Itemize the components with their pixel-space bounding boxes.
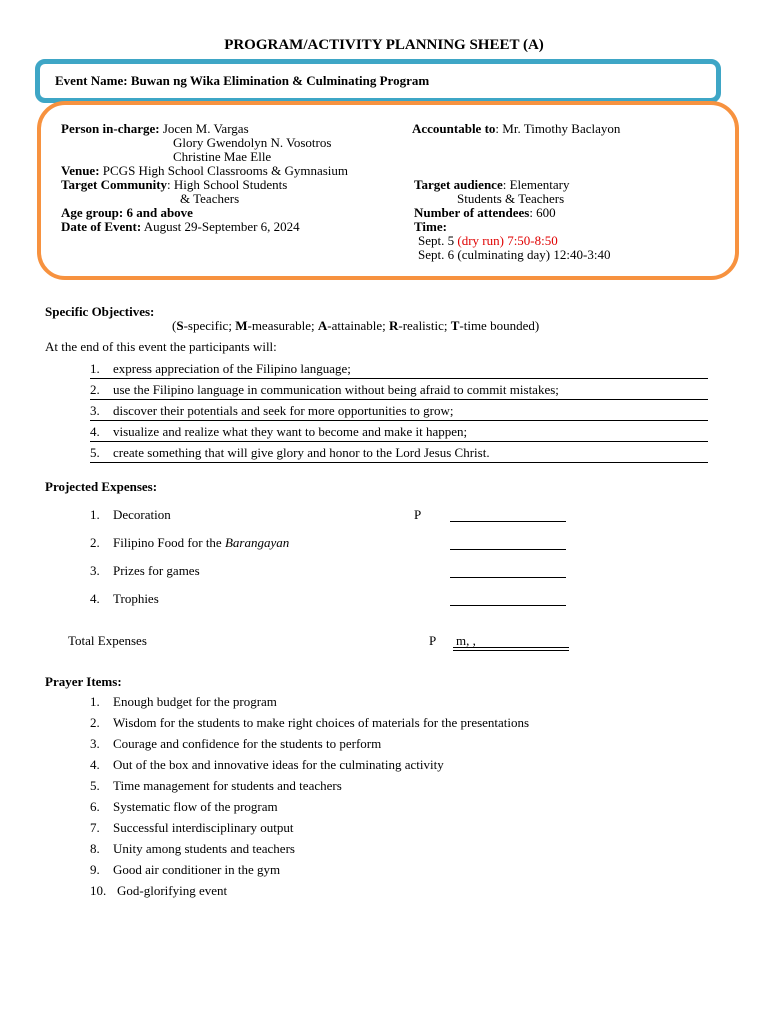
expense-amount-line bbox=[450, 605, 566, 606]
prayer-item: 1. Enough budget for the program bbox=[90, 694, 277, 709]
time-label: Time: bbox=[414, 219, 447, 234]
objectives-intro: At the end of this event the participants will: bbox=[45, 339, 277, 354]
person-1: Jocen M. Vargas bbox=[162, 121, 249, 136]
target-community bbox=[61, 178, 287, 192]
person-label: Person in-charge: bbox=[61, 121, 160, 136]
audience-label: Target audience bbox=[414, 177, 503, 192]
total-expenses-label: Total Expenses bbox=[68, 633, 147, 648]
time-dry-run: Sept. 5 (dry run) 7:50-8:50 bbox=[418, 233, 558, 248]
number-of-attendees bbox=[414, 206, 556, 220]
objective-item: 2. use the Filipino language in communication without being afraid to commit mistakes; bbox=[90, 382, 708, 400]
total-currency-symbol: P bbox=[429, 633, 437, 648]
objective-item: 1. express appreciation of the Filipino language; bbox=[90, 361, 708, 379]
total-expenses-value: m, , bbox=[456, 633, 476, 648]
venue-value: PCGS High School Classrooms & Gymnasium bbox=[102, 163, 348, 178]
objective-item: 5. create something that will give glory and honor to the Lord Jesus Christ. bbox=[90, 445, 708, 463]
event-name-label: Event Name bbox=[55, 73, 124, 88]
total-amount-double-line bbox=[453, 650, 569, 651]
prayer-item: 7. Successful interdisciplinary output bbox=[90, 820, 294, 835]
event-name-box bbox=[35, 59, 721, 103]
prayer-item: 10. God-glorifying event bbox=[90, 883, 228, 898]
person-2: Glory Gwendolyn N. Vosotros bbox=[173, 135, 332, 150]
expense-amount-line bbox=[450, 577, 566, 578]
person-in-charge bbox=[61, 122, 249, 136]
smart-legend: (S-specific; M-measurable; A-attainable; R-realistic; T-time bounded) bbox=[172, 318, 540, 333]
document-title: PROGRAM/ACTIVITY PLANNING SHEET (A) bbox=[224, 37, 544, 53]
dry-run-time: (dry run) 7:50-8:50 bbox=[457, 233, 558, 248]
person-3: Christine Mae Elle bbox=[173, 149, 272, 164]
expense-item: 1. Decoration bbox=[90, 507, 171, 522]
expense-item: 4. Trophies bbox=[90, 591, 159, 606]
expenses-heading: Projected Expenses: bbox=[45, 479, 158, 494]
accountable-to bbox=[412, 122, 620, 136]
time-culminating: Sept. 6 (culminating day) 12:40-3:40 bbox=[418, 247, 611, 262]
community-value: : High School Students bbox=[167, 177, 288, 192]
objective-item: 4. visualize and realize what they want to become and make it happen; bbox=[90, 424, 708, 442]
age-group: Age group: 6 and above bbox=[61, 205, 193, 220]
prayer-item: 9. Good air conditioner in the gym bbox=[90, 862, 281, 877]
prayer-item: 3. Courage and confidence for the students to perform bbox=[90, 736, 382, 751]
expense-item: 2. Filipino Food for the Barangayan bbox=[90, 535, 290, 550]
attendees-label: Number of attendees bbox=[414, 205, 530, 220]
objective-item: 3. discover their potentials and seek for more opportunities to grow; bbox=[90, 403, 708, 421]
venue-label: Venue: bbox=[61, 163, 100, 178]
objectives-heading: Specific Objectives: bbox=[45, 304, 155, 319]
expense-amount-line bbox=[450, 521, 566, 522]
total-amount-line bbox=[453, 647, 569, 648]
community-value-2: & Teachers bbox=[180, 191, 240, 206]
target-audience bbox=[414, 178, 570, 192]
event-name-value: : Buwan ng Wika Elimination & Culminating Program bbox=[123, 73, 430, 88]
audience-value-2: Students & Teachers bbox=[457, 191, 565, 206]
prayer-item: 2. Wisdom for the students to make right choices of materials for the presentations bbox=[90, 715, 530, 730]
accountable-label: Accountable to bbox=[412, 121, 496, 136]
prayer-item: 5. Time management for students and teachers bbox=[90, 778, 342, 793]
prayer-heading: Prayer Items: bbox=[45, 674, 122, 689]
prayer-item: 6. Systematic flow of the program bbox=[90, 799, 278, 814]
attendees-value: : 600 bbox=[529, 205, 556, 220]
expense-amount-line bbox=[450, 549, 566, 550]
accountable-value: : Mr. Timothy Baclayon bbox=[495, 121, 621, 136]
prayer-item: 8. Unity among students and teachers bbox=[90, 841, 295, 856]
venue bbox=[61, 164, 348, 178]
date-of-event bbox=[61, 220, 300, 234]
community-label: Target Community bbox=[61, 177, 168, 192]
audience-value: : Elementary bbox=[502, 177, 570, 192]
currency-symbol: P bbox=[414, 507, 422, 522]
prayer-item: 4. Out of the box and innovative ideas for the culminating activity bbox=[90, 757, 444, 772]
date-label: Date of Event: bbox=[61, 219, 142, 234]
date-value: August 29-September 6, 2024 bbox=[143, 219, 300, 234]
expense-item: 3. Prizes for games bbox=[90, 563, 200, 578]
event-name bbox=[55, 74, 429, 88]
